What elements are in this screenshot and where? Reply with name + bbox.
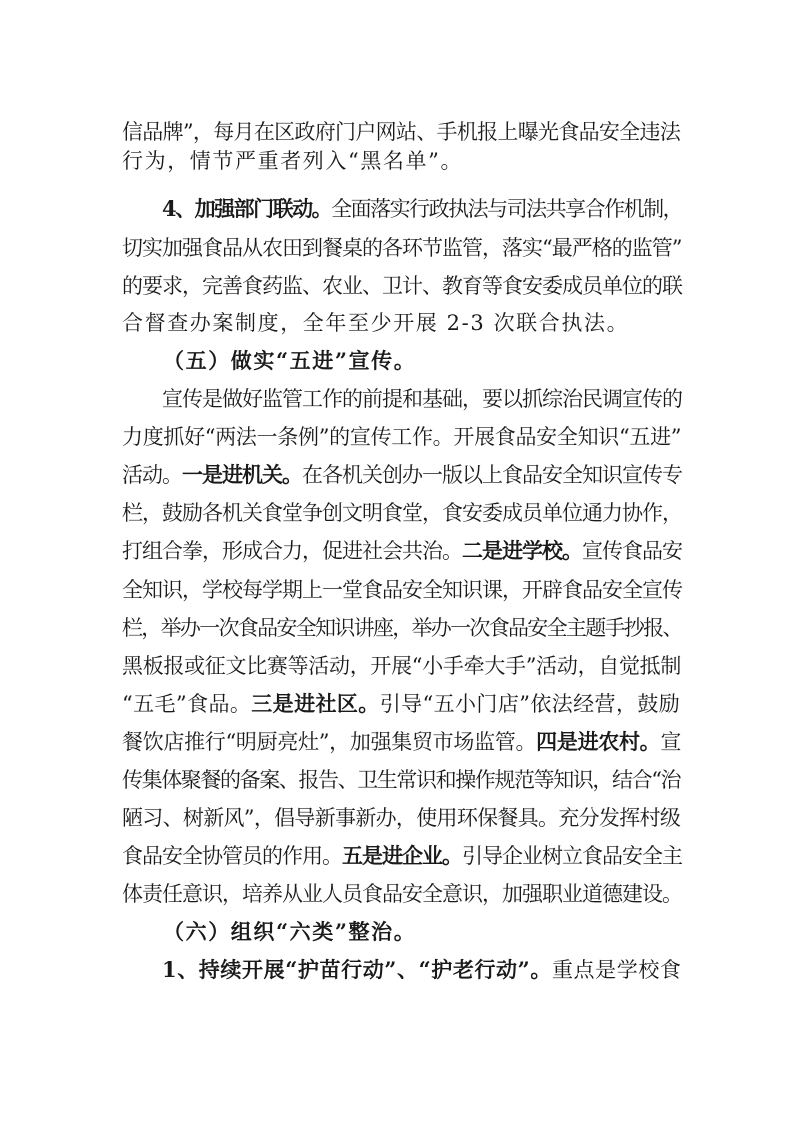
text-run: 力度抓好“两法一条例”的宣传工作。开展食品安全知识“五进” (122, 425, 682, 449)
text-run: 食品安全协管员的作用。 (122, 844, 342, 868)
text-run: 引导企业树立食品安全主 (462, 844, 682, 868)
text-run: 陋习、树新风”，倡导新事新办，使用环保餐具。充分发挥村级 (122, 806, 681, 830)
paragraph-line (122, 576, 682, 604)
paragraph-line (122, 537, 682, 565)
paragraph-line (122, 652, 682, 680)
paragraph-line (122, 118, 682, 146)
paragraph-line (122, 147, 682, 175)
text-run: 宣传是做好监管工作的前提和基础，要以抓综治民调宣传的 (162, 387, 682, 411)
paragraph-line (162, 385, 682, 413)
paragraph-line (122, 766, 682, 794)
text-run: 重点是学校食 (551, 958, 682, 982)
section-heading (163, 347, 682, 375)
text-run: 行为，情节严重者列入“黑名单”。 (122, 149, 464, 173)
bold-run: 二是进学校。 (462, 538, 582, 563)
text-run: 打组合拳，形成合力，促进社会共治。 (122, 539, 462, 563)
text-run: 黑板报或征文比赛等活动，开展“小手牵大手”活动，自觉抵制 (122, 654, 682, 678)
section-heading: 1、持续开展“护苗行动”、“护老行动”。 (162, 957, 552, 982)
paragraph-line (122, 880, 682, 908)
paragraph-line (122, 234, 682, 262)
paragraph-line (122, 499, 682, 527)
text-run: 在各机关创办一版以上食品安全知识宣传专 (302, 463, 682, 487)
paragraph-line (122, 842, 682, 870)
paragraph-line (122, 423, 682, 451)
section-heading (163, 918, 682, 946)
text-run: 栏，举办一次食品安全知识讲座，举办一次食品安全主题手抄报、 (122, 616, 682, 640)
paragraph-line (122, 272, 682, 300)
text-run: 宣 (660, 730, 682, 754)
bold-run: 五是进企业。 (342, 843, 462, 868)
paragraph-line (122, 309, 682, 337)
text-run: 活动。 (122, 463, 182, 487)
paragraph-line (122, 461, 682, 489)
section-heading: 4、加强部门联动。 (162, 196, 332, 221)
text-run: 全面落实行政执法与司法共享合作机制， (331, 197, 683, 221)
text-run: “五毛”食品。 (122, 692, 252, 716)
paragraph-line (122, 614, 682, 642)
paragraph-line (122, 728, 682, 756)
text-run: 合督查办案制度，全年至少开展 2-3 次联合执法。 (122, 311, 630, 335)
section-line (162, 195, 682, 223)
bold-run: 一是进机关。 (182, 462, 302, 487)
text-run: 餐饮店推行“明厨亮灶”，加强集贸市场监管。 (122, 730, 537, 754)
text-run: 切实加强食品从农田到餐桌的各环节监管，落实“最严格的监管” (122, 236, 682, 260)
bold-run: 四是进农村。 (536, 729, 661, 754)
bold-run: 三是进社区。 (251, 691, 380, 716)
section-heading-text: （六）组织“六类”整治。 (163, 919, 417, 944)
section-heading-text: （五）做实“五进”宣传。 (163, 348, 417, 373)
text-run: 的要求，完善食药监、农业、卫计、教育等食安委成员单位的联 (122, 274, 682, 298)
text-run: 体责任意识，培养从业人员食品安全意识，加强职业道德建设。 (122, 882, 682, 906)
paragraph-line (122, 690, 682, 718)
section-line (162, 956, 682, 984)
text-run: 全知识，学校每学期上一堂食品安全知识课，开辟食品安全宣传 (122, 578, 682, 602)
text-run: 栏，鼓励各机关食堂争创文明食堂，食安委成员单位通力协作， (122, 501, 682, 525)
text-run: 信品牌”，每月在区政府门户网站、手机报上曝光食品安全违法 (122, 120, 681, 144)
text-run: 引导“五小门店”依法经营，鼓励 (379, 692, 681, 716)
text-run: 传集体聚餐的备案、报告、卫生常识和操作规范等知识，结合“治 (122, 768, 681, 792)
paragraph-line (122, 804, 682, 832)
text-run: 宣传食品安 (582, 539, 682, 563)
